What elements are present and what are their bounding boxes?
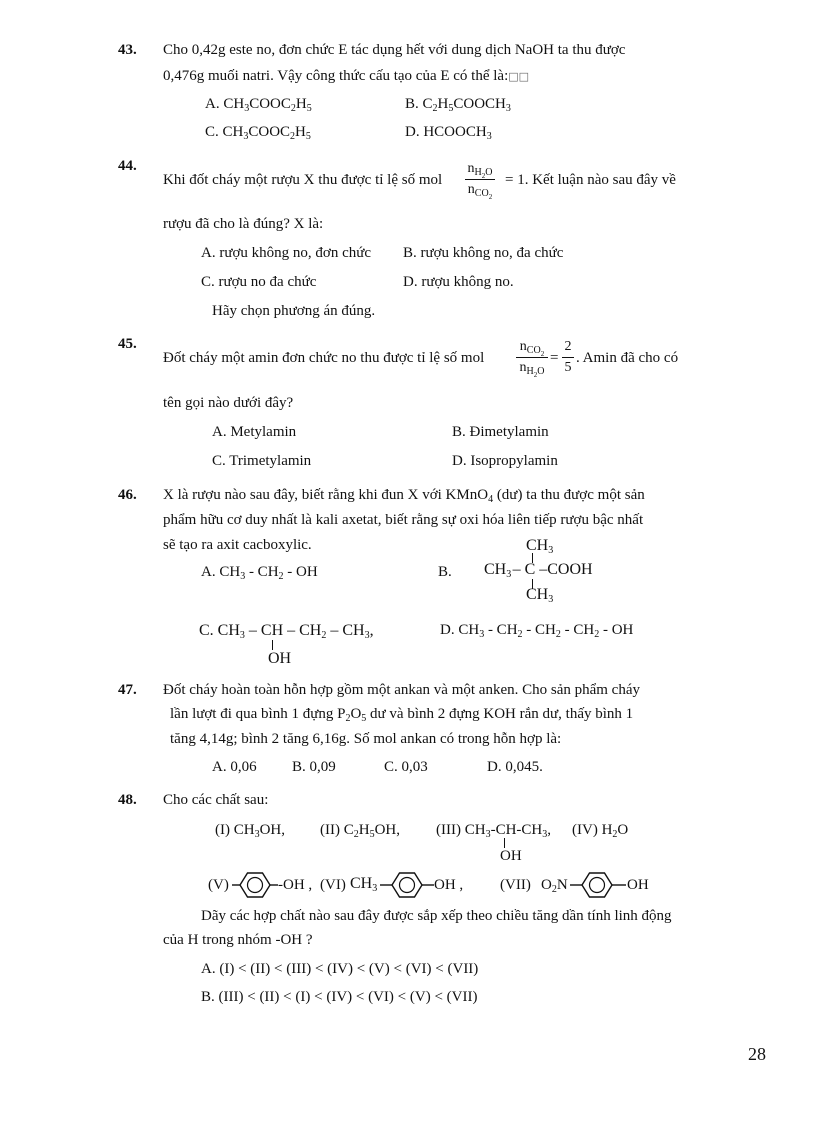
q45-option-b[interactable]: B. Đimetylamin <box>452 424 549 440</box>
compound-vii-no2: $O_2N$ <box>541 877 568 895</box>
question-45-text-post: . Amin đã cho có <box>576 350 679 366</box>
question-number-48: 48. <box>118 792 137 808</box>
mol-ratio-co2-h2o: $n_{CO_2}$ $n_{H_2O}$ <box>516 338 548 377</box>
question-45-line-2: tên gọi nào dưới đây? <box>163 395 294 411</box>
question-number-45: 45. <box>118 336 137 352</box>
q45-option-d[interactable]: D. Isopropylamin <box>452 453 558 469</box>
compound-vi-oh: OH , <box>434 877 464 893</box>
question-47-line-1: Đốt cháy hoàn toàn hỗn hợp gồm một ankan và một anken. Cho sản phẩm cháy <box>163 682 640 698</box>
question-47-line-2: lần lượt đi qua bình 1 đựng $P_2O_5$ dư và bình 2 đựng KOH rắn dư, thấy bình 1 <box>170 706 634 724</box>
compound-vii-label: (VII) <box>500 877 531 893</box>
compound-iv: (IV) $H_2O$ <box>572 822 629 840</box>
compound-vii-oh: OH <box>627 877 649 893</box>
compound-vi-label: (VI) <box>320 877 346 893</box>
q44-option-a[interactable]: A. rượu không no, đơn chức <box>201 245 372 261</box>
q47-option-c[interactable]: C. 0,03 <box>384 759 428 775</box>
q46-option-a[interactable]: A. $CH_3 - CH_2$ - OH <box>201 564 318 582</box>
page-number: 28 <box>748 1044 766 1064</box>
question-43-line-2: 0,476g muối natri. Vậy công thức cấu tạo của E có thể là:□□ <box>163 68 530 84</box>
question-44-line-2: rượu đã cho là đúng? X là: <box>163 216 324 232</box>
q44-option-c[interactable]: C. rượu no đa chức <box>201 274 317 290</box>
compound-iii-bond <box>504 838 505 848</box>
q46-c-bond <box>272 640 273 650</box>
q43-option-a[interactable]: A. $CH_3COOC_2H_5$ <box>205 96 312 114</box>
q46-option-c[interactable]: C. $CH_3$ – CH – $CH_2 - CH_3$, <box>199 622 374 641</box>
compound-vi-ch3: $CH_3$ <box>350 875 378 894</box>
q44-option-b[interactable]: B. rượu không no, đa chức <box>403 245 564 261</box>
q46-b-bond-down <box>532 579 533 589</box>
compound-iii-oh: OH <box>500 848 522 864</box>
question-45-text-pre: Đốt cháy một amin đơn chức no thu được tỉ lệ số mol <box>163 350 485 366</box>
question-number-43: 43. <box>118 42 137 58</box>
question-number-46: 46. <box>118 487 137 503</box>
q48-option-b[interactable]: B. (III) < (II) < (I) < (IV) < (VI) < (V) < (VII) <box>201 989 478 1005</box>
q46-option-d[interactable]: D. $CH_3 - CH_2 - CH_2 - CH_2$ - OH <box>440 622 634 640</box>
question-46-line-3: sẽ tạo ra axit cacboxylic. <box>163 537 312 553</box>
question-48-question-line-1: Dãy các hợp chất nào sau đây được sắp xếp theo chiều tăng dần tính linh động <box>201 908 672 924</box>
question-44-instruction: Hãy chọn phương án đúng. <box>212 303 376 319</box>
q46-option-b-label[interactable]: B. <box>438 564 452 580</box>
q46-b-bottom-ch3: $CH_3$ <box>526 586 554 605</box>
q43-option-c[interactable]: C. $CH_3COOC_2H_5$ <box>205 124 311 142</box>
q47-option-b[interactable]: B. 0,09 <box>292 759 336 775</box>
q43-option-b[interactable]: B. $C_2H_5COOCH_3$ <box>405 96 511 114</box>
question-46-line-2: phẩm hữu cơ duy nhất là kali axetat, biết rằng sự oxi hóa liên tiếp rượu bậc nhất <box>163 512 644 528</box>
q43-option-d[interactable]: D. $HCOOCH_3$ <box>405 124 492 142</box>
benzene-ring-v-icon <box>232 870 278 900</box>
question-number-47: 47. <box>118 682 137 698</box>
q46-b-top-ch3: $CH_3$ <box>526 537 554 556</box>
compound-i: (I) $CH_3OH$, <box>215 822 286 840</box>
q48-option-a[interactable]: A. (I) < (II) < (III) < (IV) < (V) < (VI) < (VII) <box>201 961 479 977</box>
q47-option-d[interactable]: D. 0,045. <box>487 759 543 775</box>
compound-v-oh: -OH , <box>278 877 313 893</box>
question-48-question-line-2: của H trong nhóm -OH ? <box>163 932 313 948</box>
ratio-equals: = <box>550 350 559 366</box>
benzene-ring-vii-icon <box>570 870 626 900</box>
question-44-text-pre: Khi đốt cháy một rượu X thu được tỉ lệ số mol <box>163 172 443 188</box>
ratio-two-fifths: 2 5 <box>562 338 574 377</box>
q45-option-c[interactable]: C. Trimetylamin <box>212 453 312 469</box>
question-number-44: 44. <box>118 158 137 174</box>
benzene-ring-vi-icon <box>380 870 434 900</box>
compound-iii: (III) $CH_3-CH-CH_3$, <box>436 822 551 840</box>
question-47-line-3: tăng 4,14g; bình 2 tăng 6,16g. Số mol ankan có trong hỗn hợp là: <box>170 731 562 747</box>
q47-option-a[interactable]: A. 0,06 <box>212 759 257 775</box>
compound-v-label: (V) <box>208 877 229 893</box>
compound-ii: (II) $C_2H_5OH$, <box>320 822 401 840</box>
q45-option-a[interactable]: A. Metylamin <box>212 424 297 440</box>
question-44-text-post: = 1. Kết luận nào sau đây về <box>505 172 676 188</box>
q46-c-oh: OH <box>268 650 292 667</box>
q44-option-d[interactable]: D. rượu không no. <box>403 274 514 290</box>
q46-b-bond-up <box>532 553 533 563</box>
question-43-line-1: Cho 0,42g este no, đơn chức E tác dụng hết với dung dịch NaOH ta thu được <box>163 42 626 58</box>
question-48-line-1: Cho các chất sau: <box>163 792 269 808</box>
q46-b-main-chain: $CH_3$ – C –COOH <box>484 561 593 580</box>
question-46-line-1: X là rượu nào sau đây, biết rằng khi đun X với KMnO$_4$ (dư) ta thu được một sản <box>163 487 645 505</box>
mol-ratio-h2o-co2: $n_{H_2O}$ $n_{CO_2}$ <box>465 160 495 199</box>
